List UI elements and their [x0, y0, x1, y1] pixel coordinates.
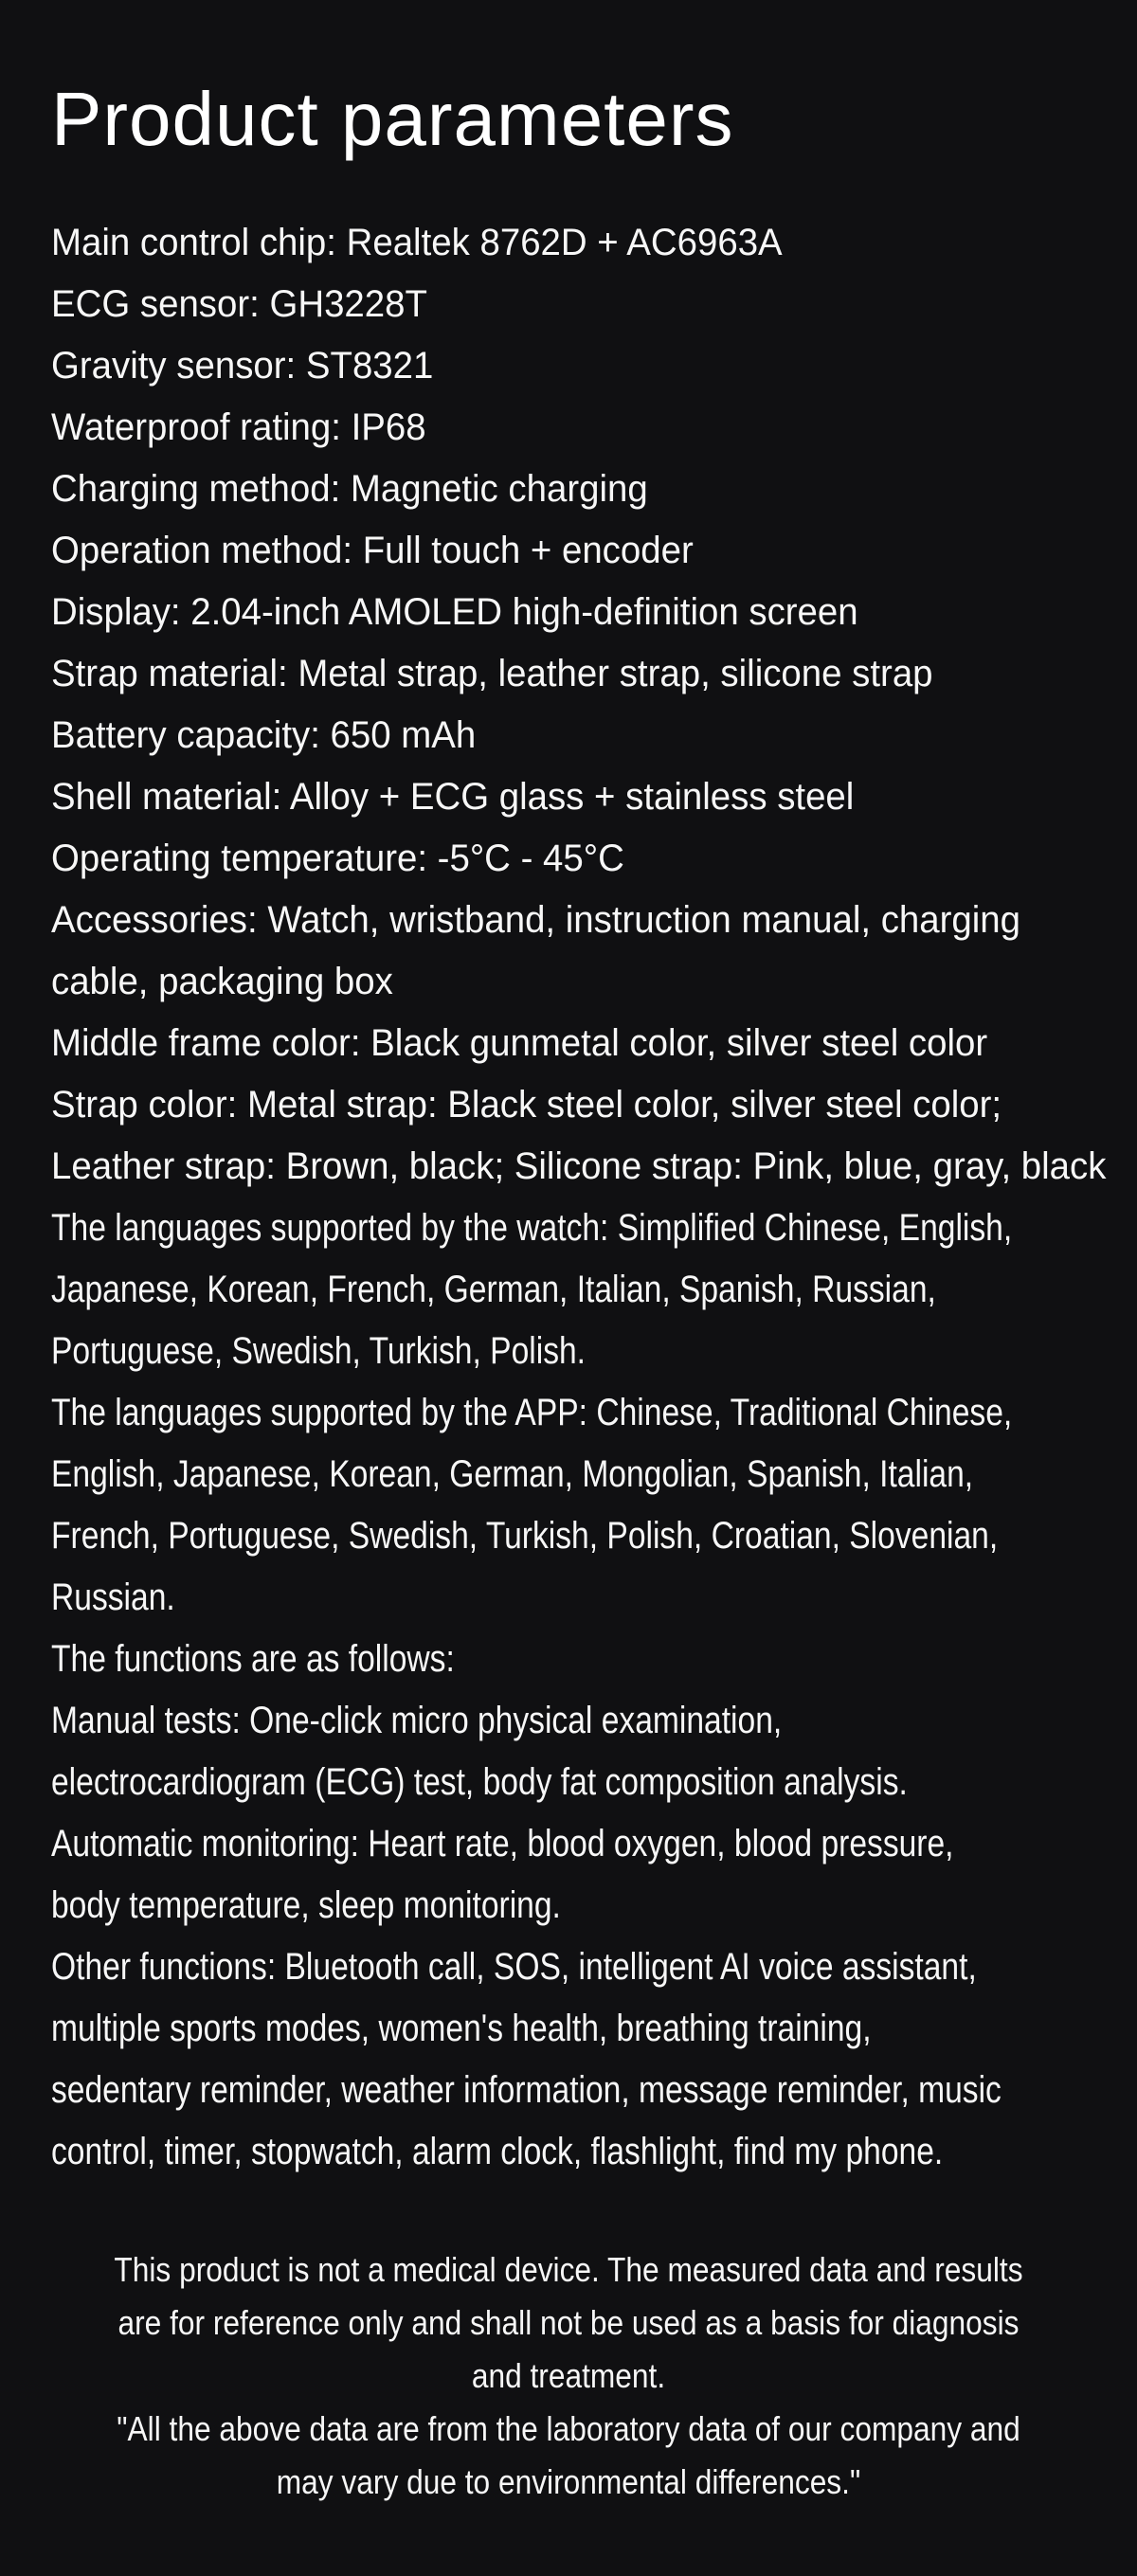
detail-line: Japanese, Korean, French, German, Italian, Spanish, Russian, — [51, 1269, 936, 1310]
disclaimer-line: may vary due to environmental differences." — [276, 2462, 861, 2501]
spec-line: Middle frame color: Black gunmetal color, silver steel color — [51, 1022, 988, 1064]
detail-line: English, Japanese, Korean, German, Mongolian, Spanish, Italian, — [51, 1453, 974, 1495]
detail-line: Portuguese, Swedish, Turkish, Polish. — [51, 1330, 587, 1372]
spec-line: Strap material: Metal strap, leather strap, silicone strap — [51, 653, 933, 694]
spec-line: Display: 2.04-inch AMOLED high-definition screen — [51, 591, 858, 633]
detail-line: sedentary reminder, weather information, message reminder, music — [51, 2069, 1002, 2111]
detail-line: Manual tests: One-click micro physical examination, — [51, 1700, 783, 1741]
details-list — [51, 1198, 1012, 2183]
spec-line: Gravity sensor: ST8321 — [51, 345, 434, 387]
detail-line: control, timer, stopwatch, alarm clock, flashlight, find my phone. — [51, 2131, 944, 2172]
spec-line: Shell material: Alloy + ECG glass + stainless steel — [51, 776, 855, 818]
page-title: Product parameters — [51, 77, 734, 161]
spec-line: ECG sensor: GH3228T — [51, 283, 427, 325]
disclaimer-line: are for reference only and shall not be used as a basis for diagnosis — [117, 2303, 1020, 2342]
detail-line: Automatic monitoring: Heart rate, blood oxygen, blood pressure, — [51, 1823, 954, 1864]
detail-line: The languages supported by the watch: Simplified Chinese, English, — [51, 1207, 1013, 1249]
spec-line: Leather strap: Brown, black; Silicone strap: Pink, blue, gray, black — [51, 1145, 1107, 1187]
detail-line: body temperature, sleep monitoring. — [51, 1884, 561, 1926]
spec-line: Strap color: Metal strap: Black steel color, silver steel color; — [51, 1084, 1002, 1126]
detail-line: Other functions: Bluetooth call, SOS, intelligent AI voice assistant, — [51, 1946, 977, 1988]
spec-line: Operating temperature: -5°C - 45°C — [51, 838, 624, 879]
spec-line: cable, packaging box — [51, 961, 393, 1002]
spec-line: Accessories: Watch, wristband, instruction manual, charging — [51, 899, 1021, 941]
detail-line: The languages supported by the APP: Chinese, Traditional Chinese, — [51, 1392, 1013, 1433]
disclaimer-line: This product is not a medical device. The measured data and results — [114, 2250, 1023, 2289]
detail-line: multiple sports modes, women's health, breathing training, — [51, 2008, 872, 2049]
spec-line: Waterproof rating: IP68 — [51, 406, 426, 448]
spec-list — [51, 212, 1106, 1198]
disclaimer-line: and treatment. — [471, 2356, 666, 2395]
detail-line: The functions are as follows: — [51, 1638, 455, 1680]
spec-line: Charging method: Magnetic charging — [51, 468, 648, 510]
detail-line: French, Portuguese, Swedish, Turkish, Polish, Croatian, Slovenian, — [51, 1515, 999, 1557]
detail-line: Russian. — [51, 1576, 175, 1618]
disclaimer-line: "All the above data are from the laboratory data of our company and — [117, 2409, 1020, 2448]
spec-line: Battery capacity: 650 mAh — [51, 714, 477, 756]
disclaimer — [68, 2243, 1069, 2509]
spec-line: Operation method: Full touch + encoder — [51, 530, 694, 571]
detail-line: electrocardiogram (ECG) test, body fat composition analysis. — [51, 1761, 908, 1803]
spec-line: Main control chip: Realtek 8762D + AC6963A — [51, 222, 783, 263]
